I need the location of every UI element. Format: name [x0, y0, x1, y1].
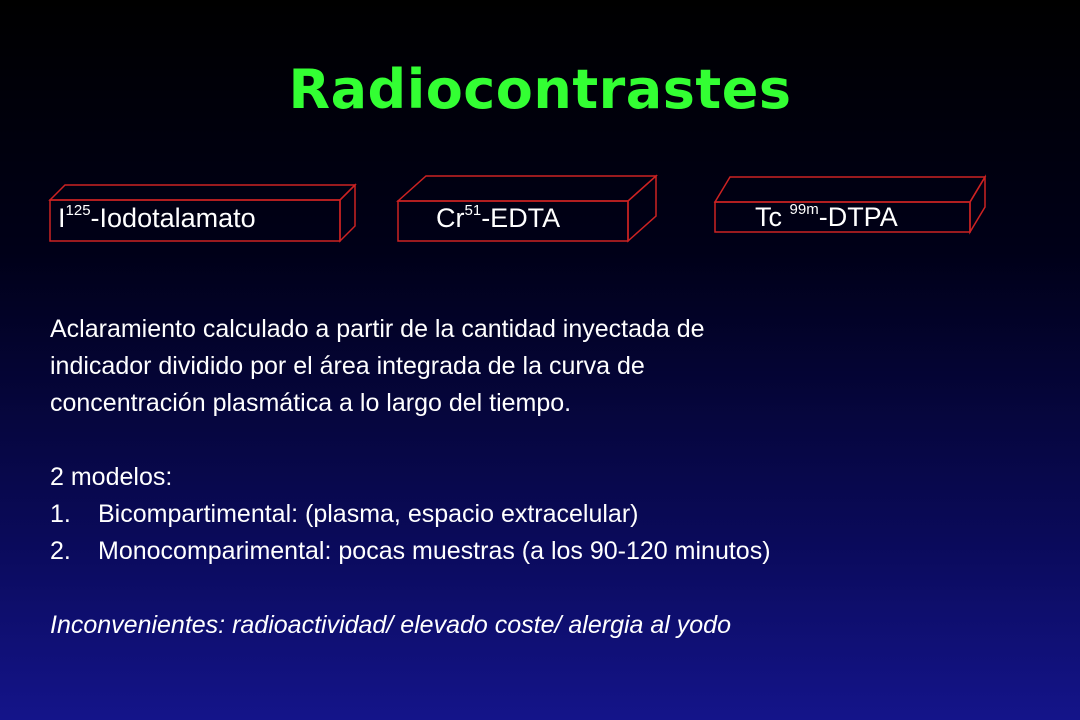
page-title: Radiocontrastes [288, 58, 792, 121]
paragraph-line: indicador dividido por el área integrada de la curva de [50, 352, 645, 380]
list-number: 2. [50, 537, 71, 565]
list-item [50, 496, 1030, 533]
body-text [50, 311, 1030, 644]
drawbacks-line: Inconvenientes: radioactividad/ elevado coste/ alergia al yodo [50, 611, 731, 639]
list-item [50, 533, 1030, 570]
tracer-label: Tc $^{99m}$-DTPA [755, 201, 898, 232]
paragraph-line: concentración plasmática a lo largo del tiempo. [50, 389, 572, 417]
list-text: Bicompartimental: (plasma, espacio extracelular) [98, 500, 639, 528]
tracer-label: $I^{125}$-Iodotalamato [58, 202, 256, 233]
tracer-label: Cr$^{51}$-EDTA [436, 202, 561, 233]
paragraph-line: Aclaramiento calculado a partir de la cantidad inyectada de [50, 315, 705, 343]
list-number: 1. [50, 500, 71, 528]
list-text: Monocomparimental: pocas muestras (a los 90-120 minutos) [98, 537, 771, 565]
models-heading: 2 modelos: [50, 463, 173, 491]
